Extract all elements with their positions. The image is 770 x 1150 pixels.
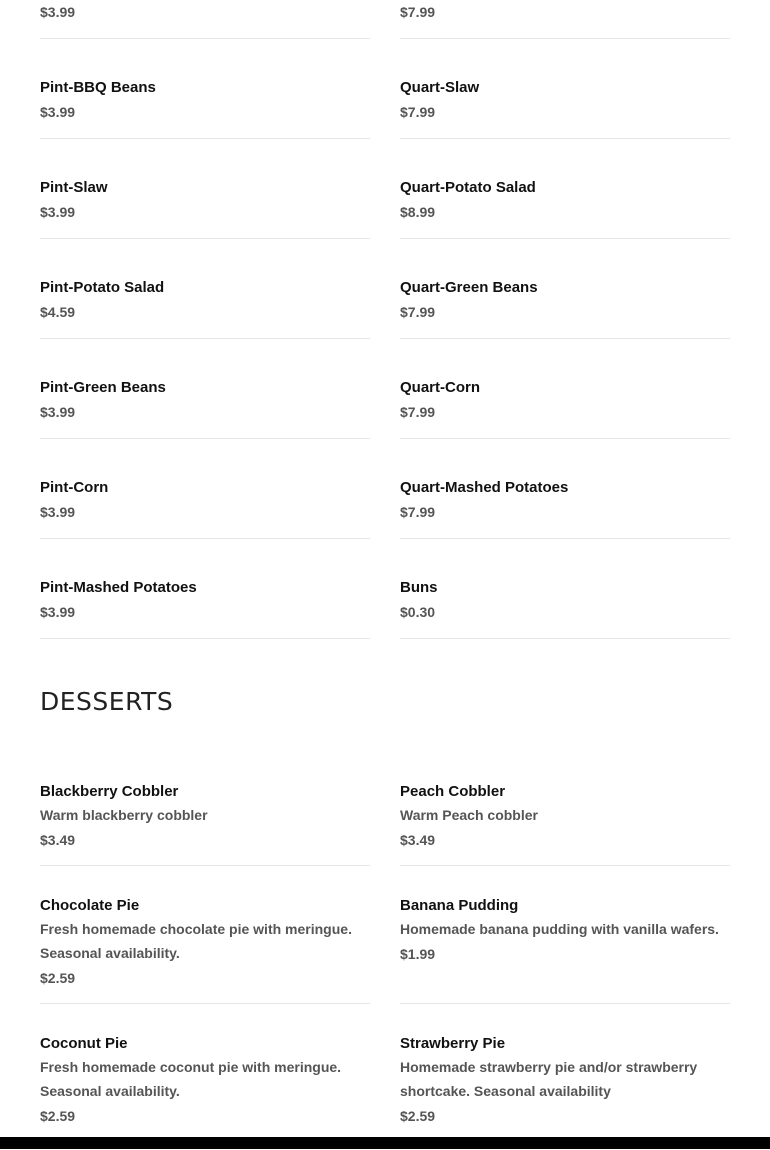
menu-item-description: Homemade strawberry pie and/or strawberry shortcake. Seasonal availability: [400, 1059, 698, 1099]
menu-item-name: Banana Pudding: [400, 897, 519, 914]
menu-item-price: $0.30: [400, 604, 436, 620]
menu-item-name: Quart-Mashed Potatoes: [400, 479, 569, 496]
menu-item-description: Warm Peach cobbler: [400, 807, 538, 823]
menu-item-name: Quart-Green Beans: [400, 279, 538, 296]
desserts-section-title: DESSERTS: [40, 687, 174, 716]
menu-item-price: $8.99: [400, 204, 436, 220]
menu-item-name: Blackberry Cobbler: [40, 783, 179, 800]
sides-menu-grid: [40, 0, 730, 639]
menu-item-name: Buns: [400, 579, 438, 596]
menu-item-name: Strawberry Pie: [400, 1035, 506, 1052]
menu-item-price: $3.99: [40, 604, 76, 620]
menu-item: [400, 239, 730, 339]
menu-item: [40, 0, 370, 39]
menu-item-name: Pint-BBQ Beans: [40, 79, 156, 96]
menu-item-price: $3.49: [40, 832, 76, 848]
menu-item: [40, 539, 370, 639]
menu-item-price: $3.49: [400, 832, 436, 848]
menu-item: [40, 439, 370, 539]
menu-item-description: Homemade banana pudding with vanilla wafers.: [400, 921, 719, 937]
menu-item-price: $3.99: [40, 504, 76, 520]
menu-item-name: Pint-Potato Salad: [40, 279, 165, 296]
menu-item: [40, 874, 370, 1004]
menu-item-price: $2.59: [40, 1108, 76, 1124]
menu-item-price: $3.99: [40, 4, 76, 20]
menu-item: [400, 339, 730, 439]
menu-item-price: $7.99: [400, 304, 436, 320]
menu-item-price: $7.99: [400, 4, 436, 20]
menu-item: [40, 39, 370, 139]
menu-item-description: Fresh homemade coconut pie with meringue. Seasonal availability.: [40, 1059, 342, 1099]
menu-item: [40, 139, 370, 239]
menu-item-name: Pint-Slaw: [40, 179, 108, 196]
menu-item: [40, 339, 370, 439]
menu-item-price: $3.99: [40, 404, 76, 420]
menu-item: [400, 1012, 730, 1142]
menu-item: [400, 760, 730, 866]
menu-item: [400, 0, 730, 39]
menu-item-description: Fresh homemade chocolate pie with meringue. Seasonal availability.: [40, 921, 352, 961]
menu-item: [400, 139, 730, 239]
menu-item-name: Quart-Potato Salad: [400, 179, 536, 196]
menu-item-price: $2.59: [40, 970, 76, 986]
menu-item-price: $7.99: [400, 504, 436, 520]
menu-item-name: Quart-Corn: [400, 379, 480, 396]
menu-item-price: $7.99: [400, 104, 436, 120]
menu-item-name: Peach Cobbler: [400, 783, 506, 800]
menu-item-price: $7.99: [400, 404, 436, 420]
desserts-menu-grid: [40, 760, 730, 1150]
menu-item: [400, 39, 730, 139]
menu-item-price: $1.99: [400, 946, 436, 962]
menu-item-price: $3.99: [40, 104, 76, 120]
menu-item: [40, 760, 370, 866]
menu-item-name: Quart-Slaw: [400, 79, 480, 96]
menu-item-name: Pint-Corn: [40, 479, 109, 496]
menu-item-name: Coconut Pie: [40, 1035, 128, 1052]
menu-item: [400, 539, 730, 639]
menu-item-name: Chocolate Pie: [40, 897, 140, 914]
menu-item: [40, 1012, 370, 1142]
menu-item-name: Pint-Green Beans: [40, 379, 166, 396]
menu-item-price: $3.99: [40, 204, 76, 220]
menu-item: [400, 874, 730, 1004]
menu-item: [40, 239, 370, 339]
menu-item-name: Pint-Mashed Potatoes: [40, 579, 197, 596]
menu-item: [400, 439, 730, 539]
menu-item-price: $2.59: [400, 1108, 436, 1124]
menu-item-description: Warm blackberry cobbler: [40, 807, 208, 823]
menu-item-price: $4.59: [40, 304, 76, 320]
bottom-bar: [0, 1137, 770, 1149]
